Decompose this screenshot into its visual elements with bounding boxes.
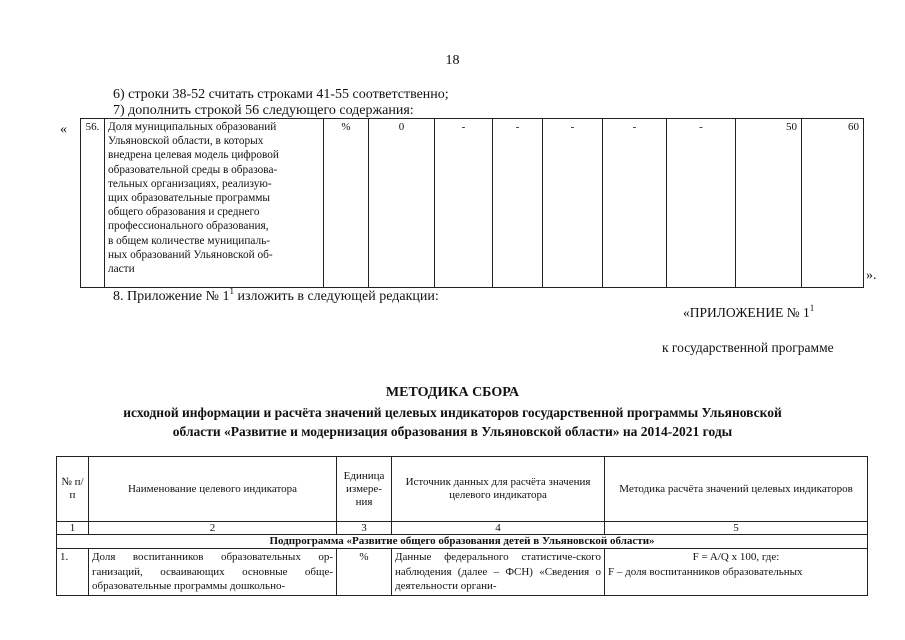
appendix-title xyxy=(683,305,814,321)
methodology-table xyxy=(56,456,868,596)
indicator-line: образовательной среды в образова- xyxy=(108,163,278,176)
row-1-method xyxy=(605,549,868,596)
indicator-line: тельных организациях, реализую- xyxy=(108,177,272,190)
page-number: 18 xyxy=(445,53,460,68)
subprogram-title: Подпрограмма «Развитие общего образования детей в Ульяновской области» xyxy=(57,535,868,549)
methodology-header-row xyxy=(57,457,868,522)
amendment-item-6: 6) строки 38-52 считать строками 41-55 соответственно; xyxy=(113,87,449,102)
header-method: Методика расчёта значений целевых индикаторов xyxy=(605,457,868,522)
row-1-number: 1. xyxy=(57,549,89,596)
row-56-value: - xyxy=(603,119,667,288)
indicator-line: в общем количестве муниципаль- xyxy=(108,234,271,247)
quote-close: ». xyxy=(866,268,877,283)
row-56-value: 60 xyxy=(802,119,864,288)
row-56-number: 56. xyxy=(81,119,105,288)
amendment-item-7: 7) дополнить строкой 56 следующего содержания: xyxy=(113,103,414,118)
amendment-item-8-prefix: 8. Приложение № 1 xyxy=(113,289,230,304)
methodology-subtitle-line2: области «Развитие и модернизация образования в Ульяновской области» на 2014-2021 годы xyxy=(172,424,733,439)
indicator-line: общего образования и среднего xyxy=(108,206,260,219)
row-56-value: - xyxy=(435,119,493,288)
table-row xyxy=(57,549,868,596)
header-num: № п/п xyxy=(57,457,89,522)
indicator-line: Ульяновской области, в которых xyxy=(108,135,264,148)
row-56-value: 0 xyxy=(369,119,435,288)
amendment-item-8-superscript: 1 xyxy=(229,286,234,296)
row-1-unit: % xyxy=(337,549,392,596)
row-56-value: - xyxy=(667,119,736,288)
methodology-subtitle-line1: исходной информации и расчёта значений целевых индикаторов государственной программы Ульяновской xyxy=(123,405,782,420)
column-number: 4 xyxy=(392,522,605,535)
amendment-item-8-suffix: изложить в следующей редакции: xyxy=(234,289,439,304)
quote-open: « xyxy=(60,122,67,137)
indicator-line: ласти xyxy=(108,263,135,276)
appendix-title-superscript: 1 xyxy=(809,303,815,313)
indicator-line: Доля муниципальных образований xyxy=(108,121,277,133)
row-1-method-text: F – доля воспитанников образовательных xyxy=(608,565,803,578)
header-source: Источник данных для расчёта значения целевого индикатора xyxy=(392,457,605,522)
row-1-formula: F = A/Q x 100, где: xyxy=(692,551,780,563)
indicator-line: профессионального образования, xyxy=(108,220,269,233)
subprogram-row xyxy=(57,535,868,549)
appendix-title-text: «ПРИЛОЖЕНИЕ № 1 xyxy=(683,305,810,320)
column-number: 3 xyxy=(337,522,392,535)
header-unit: Единица измере-ния xyxy=(337,457,392,522)
indicator-line: внедрена целевая модель цифровой xyxy=(108,149,279,162)
header-name: Наименование целевого индикатора xyxy=(89,457,337,522)
row-56-value: - xyxy=(543,119,603,288)
column-number: 1 xyxy=(57,522,89,535)
indicator-line: щих образовательные программы xyxy=(108,192,270,205)
appendix-subtitle: к государственной программе xyxy=(662,340,834,355)
column-numbers-row xyxy=(57,522,868,535)
row-1-name: Доля воспитанников образовательных ор-ганизаций, осваивающих основные обще-образовательные программы дошкольно- xyxy=(89,549,337,596)
column-number: 2 xyxy=(89,522,337,535)
methodology-title: МЕТОДИКА СБОРА xyxy=(385,385,520,400)
row-56-value: 50 xyxy=(736,119,802,288)
indicator-line: ных образований Ульяновской об- xyxy=(108,248,273,261)
row-1-source: Данные федерального статистиче-ского наблюдения (далее – ФСН) «Сведения о деятельности органи- xyxy=(392,549,605,596)
row-56-table xyxy=(80,118,864,288)
row-56-unit: % xyxy=(324,119,369,288)
column-number: 5 xyxy=(605,522,868,535)
amendment-item-8 xyxy=(113,286,439,305)
row-56-value: - xyxy=(493,119,543,288)
row-56 xyxy=(81,119,864,288)
row-56-indicator xyxy=(105,119,324,288)
